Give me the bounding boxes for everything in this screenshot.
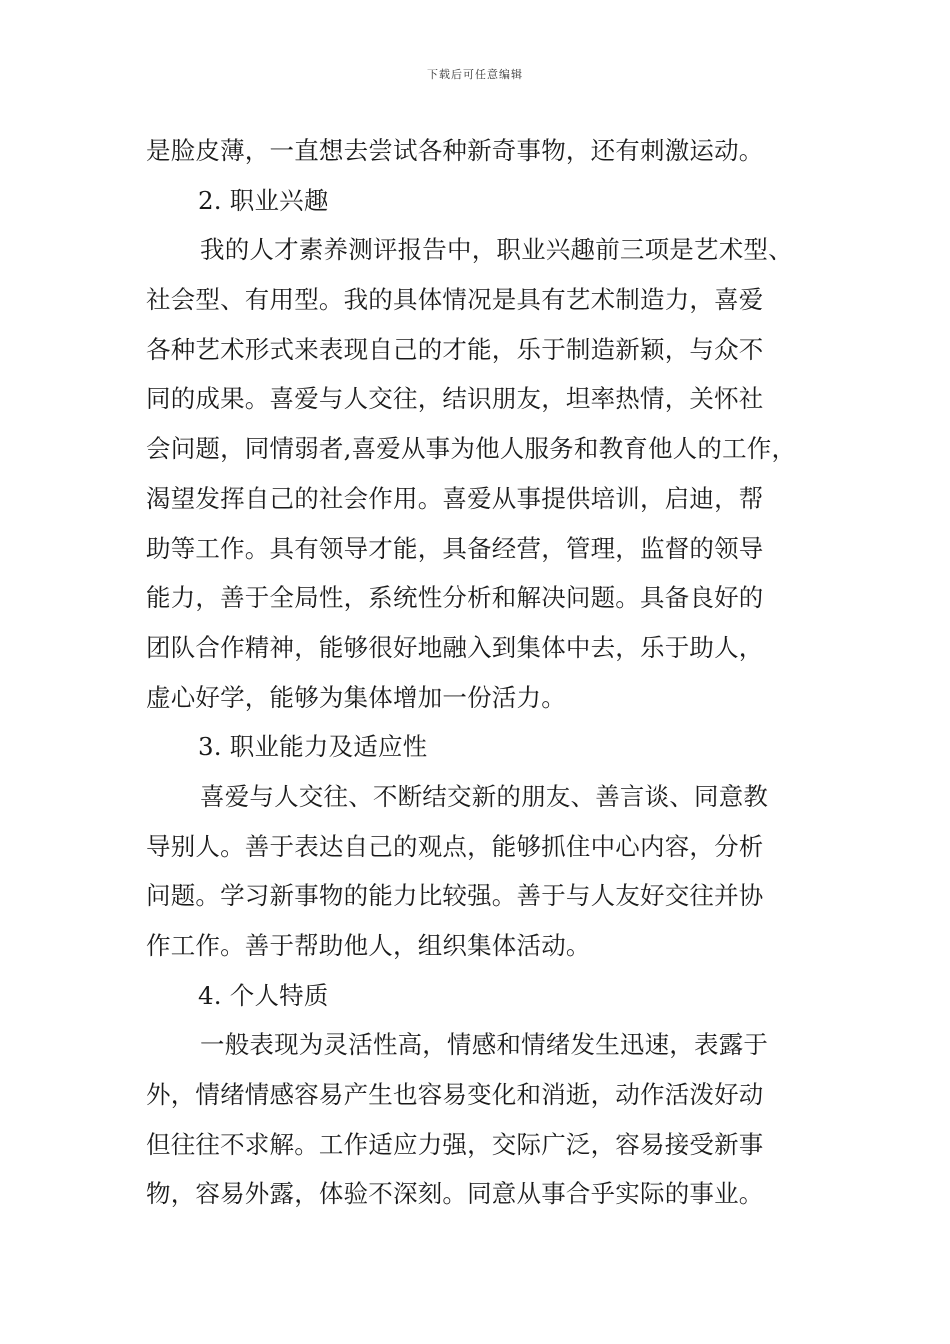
section-heading-career-interest: 2. 职业兴趣 <box>198 185 329 215</box>
section-heading-career-ability: 3. 职业能力及适应性 <box>198 732 428 762</box>
text-line: 作工作。善于帮助他人，组织集体活动。 <box>146 931 591 960</box>
text-line: 社会型、有用型。我的具体情况是具有艺术制造力，喜爱 <box>146 285 764 315</box>
document-body <box>146 126 836 1219</box>
text-line: 同的成果。喜爱与人交往，结识朋友，坦率热情，关怀社 <box>146 384 764 414</box>
text-line: 我的人才素养测评报告中，职业兴趣前三项是艺术型、 <box>200 235 793 265</box>
text-line: 物，容易外露，体验不深刻。同意从事合乎实际的事业。 <box>146 1179 764 1209</box>
text-line: 团队合作精神，能够很好地融入到集体中去，乐于助人， <box>146 632 764 662</box>
text-line: 导别人。善于表达自己的观点，能够抓住中心内容，分析 <box>146 831 764 861</box>
text-line: 渴望发挥自己的社会作用。喜爱从事提供培训，启迪，帮 <box>146 483 764 513</box>
text-line: 问题。学习新事物的能力比较强。善于与人友好交往并协 <box>146 881 764 911</box>
text-line: 各种艺术形式来表现自己的才能，乐于制造新颖，与众不 <box>146 334 764 364</box>
page-header: 下载后可任意编辑 <box>427 68 523 81</box>
text-line: 但往往不求解。工作适应力强，交际广泛，容易接受新事 <box>146 1129 764 1159</box>
text-line: 喜爱与人交往、不断结交新的朋友、善言谈、同意教 <box>200 781 769 811</box>
text-line: 虚心好学，能够为集体增加一份活力。 <box>146 682 566 712</box>
text-line: 助等工作。具有领导才能，具备经营，管理，监督的领导 <box>146 533 764 563</box>
text-line: 一般表现为灵活性高，情感和情绪发生迅速，表露于 <box>200 1030 769 1060</box>
text-line: 是脸皮薄，一直想去尝试各种新奇事物，还有刺激运动。 <box>146 136 764 165</box>
text-line: 外，情绪情感容易产生也容易变化和消逝，动作活泼好动 <box>146 1080 764 1110</box>
text-line: 会问题，同情弱者,喜爱从事为他人服务和教育他人的工作， <box>146 434 797 464</box>
text-line: 能力，善于全局性，系统性分析和解决问题。具备良好的 <box>146 583 764 613</box>
section-heading-personal-traits: 4. 个人特质 <box>198 980 329 1010</box>
